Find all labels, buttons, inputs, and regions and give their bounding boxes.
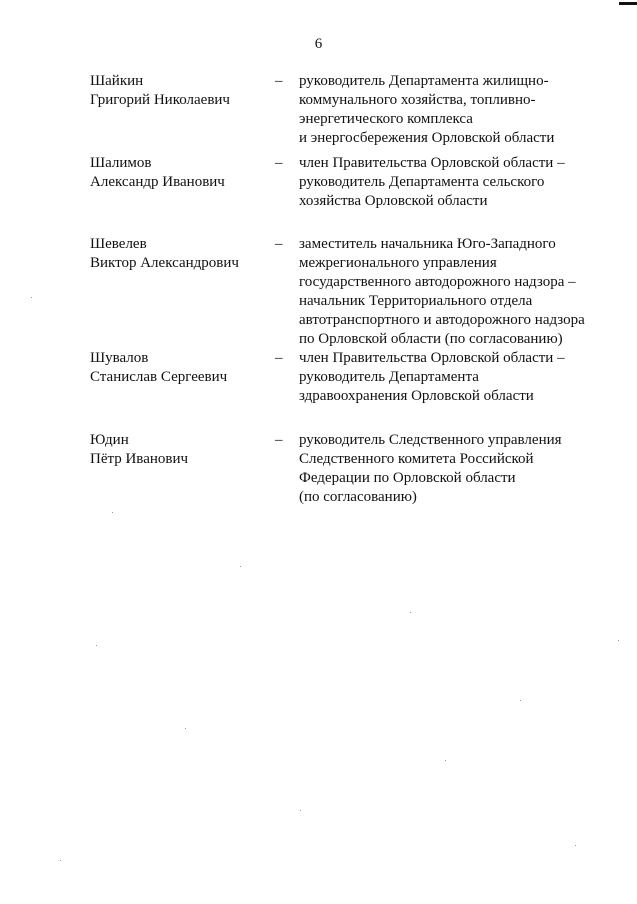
position-line: и энергосбережения Орловской области (299, 130, 555, 146)
scan-speck (445, 760, 446, 761)
person-surname: Юдин (90, 432, 129, 448)
position-line: хозяйства Орловской области (299, 193, 488, 209)
scan-speck (300, 810, 301, 811)
person-position (299, 431, 599, 507)
scan-speck (31, 297, 32, 298)
separator-dash: – (275, 73, 283, 89)
corner-scan-mark (619, 2, 637, 5)
person-given-names: Александр Иванович (90, 174, 225, 190)
position-line: начальник Территориального отдела (299, 293, 533, 309)
position-line: межрегионального управления (299, 255, 497, 271)
person-surname: Шалимов (90, 155, 152, 171)
person-given-names: Станислав Сергеевич (90, 369, 228, 385)
position-line: заместитель начальника Юго-Западного (299, 236, 556, 252)
position-line: руководитель Департамента (299, 369, 479, 385)
person-name (90, 235, 270, 273)
separator-dash: – (275, 236, 283, 252)
scan-speck (240, 566, 241, 567)
scan-speck (96, 645, 97, 646)
position-line: член Правительства Орловской области – (299, 155, 565, 171)
scan-speck (618, 640, 619, 641)
person-name (90, 72, 270, 110)
position-line: Следственного комитета Российской (299, 451, 534, 467)
scan-speck (185, 728, 186, 729)
person-position (299, 235, 599, 349)
position-line: руководитель Департамента жилищно- (299, 73, 549, 89)
person-name (90, 349, 270, 387)
person-surname: Шевелев (90, 236, 147, 252)
person-position (299, 72, 599, 148)
position-line: энергетического комплекса (299, 111, 473, 127)
scan-speck (575, 845, 576, 846)
scan-speck (112, 512, 113, 513)
person-given-names: Григорий Николаевич (90, 92, 230, 108)
position-line: автотранспортного и автодорожного надзора (299, 312, 585, 328)
page-number: 6 (314, 36, 323, 52)
position-line: по Орловской области (по согласованию) (299, 331, 563, 347)
person-position (299, 349, 599, 406)
person-given-names: Пётр Иванович (90, 451, 189, 467)
scan-speck (60, 860, 61, 861)
separator-dash: – (275, 432, 283, 448)
position-line: Федерации по Орловской области (299, 470, 516, 486)
person-name (90, 431, 270, 469)
position-line: государственного автодорожного надзора – (299, 274, 576, 290)
person-surname: Шувалов (90, 350, 149, 366)
position-line: руководитель Следственного управления (299, 432, 562, 448)
position-line: здравоохранения Орловской области (299, 388, 534, 404)
person-given-names: Виктор Александрович (90, 255, 239, 271)
person-position (299, 154, 599, 211)
position-line: (по согласованию) (299, 489, 417, 505)
separator-dash: – (275, 155, 283, 171)
scan-speck (410, 612, 411, 613)
scan-speck (520, 700, 521, 701)
position-line: член Правительства Орловской области – (299, 350, 565, 366)
separator-dash: – (275, 350, 283, 366)
position-line: коммунального хозяйства, топливно- (299, 92, 536, 108)
person-surname: Шайкин (90, 73, 144, 89)
person-name (90, 154, 270, 192)
position-line: руководитель Департамента сельского (299, 174, 545, 190)
